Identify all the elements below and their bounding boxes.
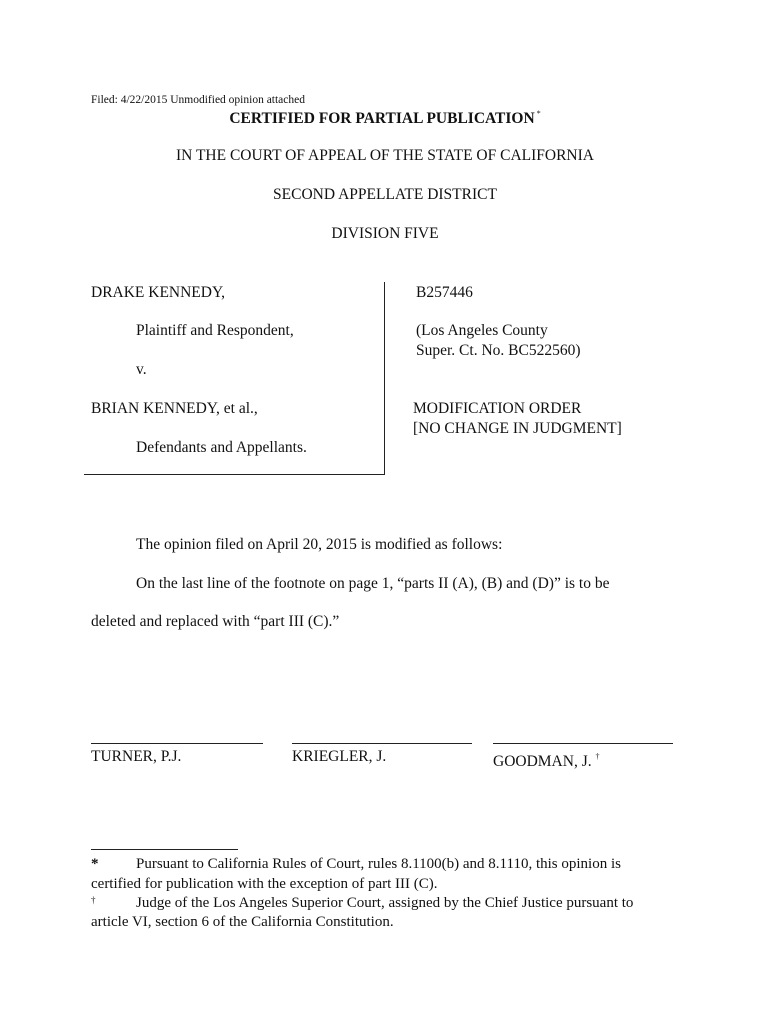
- footnote-2-line2: article VI, section 6 of the California Constitution.: [91, 914, 394, 930]
- footnote-1-line1: Pursuant to California Rules of Court, rules 8.1100(b) and 8.1110, this opinion is: [136, 856, 621, 872]
- versus-label: v.: [136, 361, 147, 378]
- plaintiff-name: DRAKE KENNEDY,: [91, 284, 226, 301]
- footnote-separator: [91, 849, 238, 850]
- body-paragraph-1: The opinion filed on April 20, 2015 is modified as follows:: [136, 536, 503, 553]
- body-paragraph-2-line2: deleted and replaced with “part III (C).”: [91, 613, 340, 630]
- signature-name-goodman-text: GOODMAN, J.: [493, 753, 592, 770]
- division-name: DIVISION FIVE: [331, 225, 439, 242]
- lower-court-line1: (Los Angeles County: [416, 322, 548, 339]
- footnote-2-mark: †: [91, 895, 96, 905]
- certification-heading: [0, 109, 770, 128]
- signature-line-kriegler: [292, 743, 472, 744]
- order-title-line1: MODIFICATION ORDER: [413, 400, 582, 417]
- defendant-name: BRIAN KENNEDY, et al.,: [91, 400, 258, 417]
- signature-line-goodman: [493, 743, 673, 744]
- lower-court-line2: Super. Ct. No. BC522560): [416, 342, 581, 359]
- signature-name-kriegler: KRIEGLER, J.: [292, 748, 387, 765]
- body-paragraph-2-line1: On the last line of the footnote on page 1, “parts II (A), (B) and (D)” is to be: [136, 575, 610, 592]
- signature-name-goodman: [493, 747, 599, 772]
- footnote-1-line2: certified for publication with the exception of part III (C).: [91, 876, 438, 892]
- signature-name-turner: TURNER, P.J.: [91, 748, 182, 765]
- defendant-role: Defendants and Appellants.: [136, 439, 307, 456]
- signature-goodman-footnote-mark: †: [595, 752, 600, 761]
- footnote-1-mark: *: [91, 856, 99, 872]
- court-name: IN THE COURT OF APPEAL OF THE STATE OF CALIFORNIA: [176, 147, 594, 164]
- order-title-line2: [NO CHANGE IN JUDGMENT]: [413, 420, 622, 437]
- caption-vertical-rule: [384, 282, 385, 475]
- signature-line-turner: [91, 743, 263, 744]
- caption-horizontal-rule: [84, 474, 385, 475]
- plaintiff-role: Plaintiff and Respondent,: [136, 322, 294, 339]
- footnote-2-line1: Judge of the Los Angeles Superior Court, assigned by the Chief Justice pursuant to: [136, 895, 634, 911]
- filed-note: Filed: 4/22/2015 Unmodified opinion attached: [91, 94, 305, 106]
- certification-footnote-mark: *: [536, 109, 541, 118]
- district-name: SECOND APPELLATE DISTRICT: [273, 186, 497, 203]
- case-number: B257446: [416, 284, 473, 301]
- certification-text: CERTIFIED FOR PARTIAL PUBLICATION: [229, 110, 535, 127]
